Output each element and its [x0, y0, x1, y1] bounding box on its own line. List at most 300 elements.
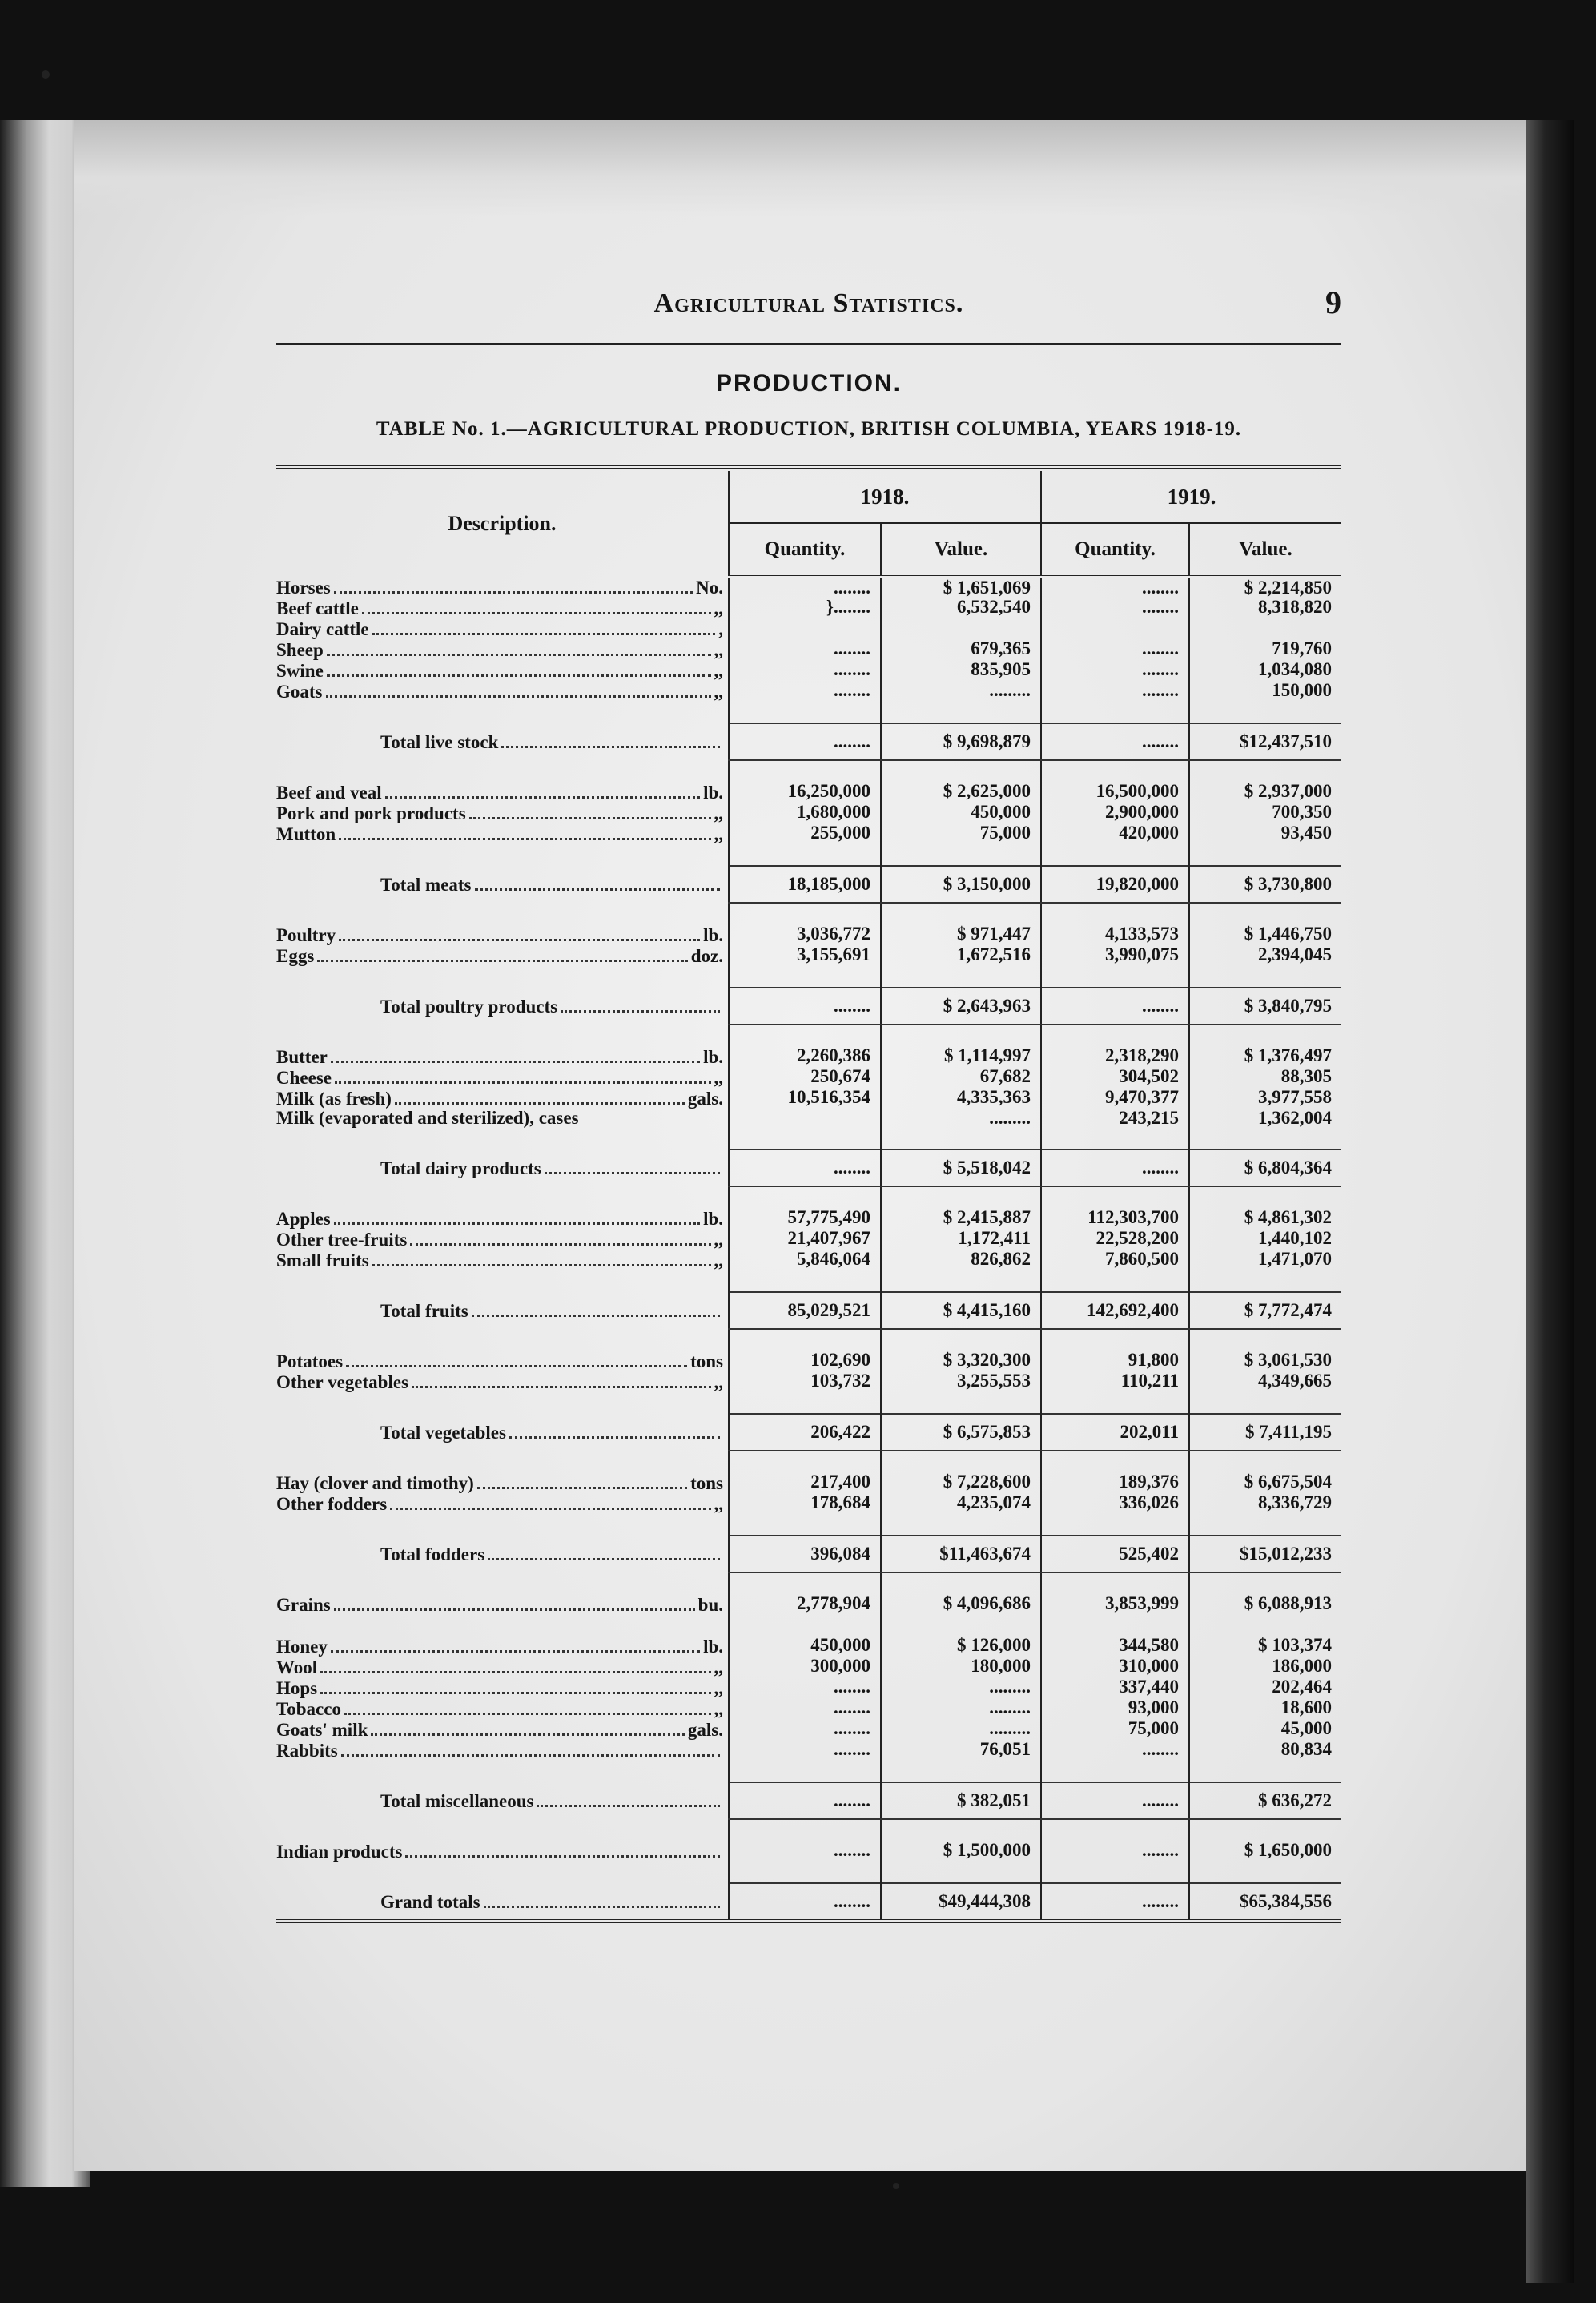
value-1919-cell: 1,362,004 [1189, 1109, 1341, 1128]
description-cell [276, 1698, 729, 1719]
value-1919-cell: 4,349,665 [1189, 1371, 1341, 1392]
spacer-cell [1041, 1761, 1189, 1782]
spacer-cell [1041, 1270, 1189, 1292]
quantity-1918-cell: ........ [729, 723, 881, 760]
spacer-cell [1189, 1514, 1341, 1536]
total-row [276, 1883, 1341, 1921]
table-body [276, 577, 1341, 1921]
column-header-1918: 1918. [729, 471, 1041, 523]
dot-leader [469, 803, 711, 819]
spacer-cell [729, 1514, 881, 1536]
value-1918-cell: $ 2,625,000 [881, 782, 1041, 803]
quantity-1919-cell: 336,026 [1041, 1493, 1189, 1514]
value-1919-cell: $ 1,650,000 [1189, 1841, 1341, 1862]
dot-leader [501, 731, 720, 748]
spacer-cell [881, 1392, 1041, 1414]
table-row [276, 1677, 1341, 1698]
quantity-1918-cell: 103,732 [729, 1371, 881, 1392]
spacer-cell [881, 966, 1041, 988]
spacer-cell [276, 966, 729, 988]
row-unit: ,, [714, 640, 723, 660]
dot-leader [344, 1698, 711, 1715]
value-1919-cell: $ 6,088,913 [1189, 1594, 1341, 1615]
quantity-1918-cell: }........ [729, 598, 881, 618]
row-label: Wool [276, 1657, 318, 1677]
spacer-cell [1041, 1572, 1189, 1594]
description-leader [276, 1493, 723, 1514]
spacer-cell [1041, 1862, 1189, 1883]
description-leader [276, 1109, 723, 1128]
quantity-1918-cell: 3,036,772 [729, 924, 881, 945]
book-spine [1526, 120, 1574, 2283]
spacer-cell [276, 1186, 729, 1208]
row-unit: tons [690, 1473, 723, 1493]
spacer-cell [276, 903, 729, 924]
quantity-1918-cell: 250,674 [729, 1067, 881, 1088]
spacer-cell [1189, 1451, 1341, 1472]
total-row [276, 1782, 1341, 1819]
spacer-row [276, 844, 1341, 866]
spacer-cell [276, 1128, 729, 1149]
dot-leader [545, 1158, 720, 1174]
value-1919-cell: 45,000 [1189, 1719, 1341, 1740]
spacer-cell [1041, 1392, 1189, 1414]
row-label: Milk (as fresh) [276, 1089, 392, 1109]
description-cell [276, 1594, 729, 1615]
dot-leader [412, 1371, 710, 1388]
spacer-cell [1189, 760, 1341, 782]
description-cell [276, 782, 729, 803]
description-cell [276, 1883, 729, 1921]
description-leader [276, 1657, 723, 1677]
quantity-1919-cell: ........ [1041, 1841, 1189, 1862]
spacer-cell [276, 1615, 729, 1636]
description-leader [276, 823, 723, 844]
value-1918-cell: 679,365 [881, 639, 1041, 660]
value-1918-cell: $ 3,150,000 [881, 866, 1041, 903]
table-row [276, 945, 1341, 966]
quantity-1919-cell: 112,303,700 [1041, 1208, 1189, 1229]
value-1919-cell: $ 636,272 [1189, 1782, 1341, 1819]
table-row [276, 1067, 1341, 1088]
spacer-cell [729, 1186, 881, 1208]
spacer-cell [729, 1615, 881, 1636]
row-label: Rabbits [276, 1741, 338, 1761]
row-unit: lb. [703, 1047, 723, 1067]
dot-leader [488, 1544, 720, 1560]
spacer-cell [1189, 966, 1341, 988]
spacer-cell [276, 844, 729, 866]
spacer-row [276, 1761, 1341, 1782]
spacer-cell [1041, 1128, 1189, 1149]
row-label: Eggs [276, 946, 315, 966]
value-1919-cell: $ 6,675,504 [1189, 1472, 1341, 1493]
spacer-cell [276, 1862, 729, 1883]
value-1918-cell: $ 4,415,160 [881, 1292, 1041, 1329]
table-row [276, 1229, 1341, 1250]
quantity-1919-cell: ........ [1041, 1883, 1189, 1921]
row-unit: lb. [703, 1637, 723, 1657]
running-head [276, 280, 1341, 328]
description-cell [276, 803, 729, 823]
description-cell [276, 1292, 729, 1329]
value-1918-cell: $ 5,518,042 [881, 1149, 1041, 1186]
spacer-cell [1189, 702, 1341, 723]
quantity-1919-cell: 91,800 [1041, 1351, 1189, 1371]
value-1919-cell: $ 3,730,800 [1189, 866, 1341, 903]
row-unit: tons [690, 1351, 723, 1371]
row-label: Total dairy products [380, 1158, 541, 1178]
description-cell [276, 1088, 729, 1109]
spacer-cell [1041, 844, 1189, 866]
table-row [276, 1740, 1341, 1761]
column-header-quantity-1918: Quantity. [729, 523, 881, 577]
spacer-cell [729, 1572, 881, 1594]
value-1918-cell: $ 1,500,000 [881, 1841, 1041, 1862]
description-cell [276, 681, 729, 702]
description-leader [276, 782, 723, 803]
value-1918-cell: $ 4,096,686 [881, 1594, 1041, 1615]
table-row [276, 660, 1341, 681]
dot-leader [371, 1719, 685, 1736]
quantity-1919-cell: ........ [1041, 1149, 1189, 1186]
value-1919-cell: $ 7,772,474 [1189, 1292, 1341, 1329]
spacer-cell [1041, 1186, 1189, 1208]
table-row [276, 1046, 1341, 1067]
value-1918-cell: $ 382,051 [881, 1782, 1041, 1819]
quantity-1919-cell: ........ [1041, 639, 1189, 660]
row-label: Mutton [276, 824, 336, 844]
quantity-1918-cell: ........ [729, 1740, 881, 1761]
quantity-1919-cell: 337,440 [1041, 1677, 1189, 1698]
quantity-1919-cell: ........ [1041, 1740, 1189, 1761]
description-leader [276, 1046, 723, 1067]
description-cell [276, 988, 729, 1025]
page-number: 9 [1325, 284, 1341, 320]
spacer-cell [1041, 1329, 1189, 1351]
value-1919-cell: $ 3,840,795 [1189, 988, 1341, 1025]
dot-leader [320, 1657, 710, 1673]
value-1919-cell: 18,600 [1189, 1698, 1341, 1719]
description-cell [276, 1351, 729, 1371]
dot-leader [372, 1250, 711, 1266]
spacer-cell [729, 1392, 881, 1414]
value-1919-cell: 93,450 [1189, 823, 1341, 844]
quantity-1918-cell: ........ [729, 1698, 881, 1719]
spacer-cell [881, 1186, 1041, 1208]
spacer-cell [276, 1451, 729, 1472]
value-1918-cell: $ 971,447 [881, 924, 1041, 945]
spacer-cell [881, 702, 1041, 723]
description-leader [276, 1594, 723, 1615]
quantity-1918-cell: 178,684 [729, 1493, 881, 1514]
spacer-cell [1041, 966, 1189, 988]
description-leader [276, 1208, 723, 1229]
description-leader [276, 1472, 723, 1493]
spacer-cell [276, 1270, 729, 1292]
quantity-1918-cell: 217,400 [729, 1472, 881, 1493]
quantity-1918-cell: 206,422 [729, 1414, 881, 1451]
row-label: Honey [276, 1637, 328, 1657]
row-unit: ,, [714, 1494, 723, 1514]
value-1918-cell: $11,463,674 [881, 1536, 1041, 1572]
quantity-1918-cell: 450,000 [729, 1636, 881, 1657]
description-cell [276, 1719, 729, 1740]
table-row [276, 1208, 1341, 1229]
description-cell [276, 866, 729, 903]
dot-leader [317, 945, 687, 962]
quantity-1919-cell: 19,820,000 [1041, 866, 1189, 903]
quantity-1918-cell: ........ [729, 681, 881, 702]
description-leader [276, 1740, 723, 1761]
total-row [276, 988, 1341, 1025]
description-cell [276, 577, 729, 598]
value-1918-cell: $ 1,651,069 [881, 577, 1041, 598]
description-leader [276, 996, 723, 1017]
quantity-1918-cell: 10,516,354 [729, 1088, 881, 1109]
description-cell [276, 1250, 729, 1270]
spacer-cell [729, 760, 881, 782]
dot-leader [327, 639, 711, 656]
dot-leader [326, 681, 711, 698]
quantity-1919-cell: 93,000 [1041, 1698, 1189, 1719]
value-1919-cell: 202,464 [1189, 1677, 1341, 1698]
spacer-cell [276, 1025, 729, 1046]
column-header-description: Description. [448, 512, 557, 535]
value-1919-cell: $ 7,411,195 [1189, 1414, 1341, 1451]
spacer-cell [276, 1392, 729, 1414]
table-row [276, 1594, 1341, 1615]
spacer-cell [881, 844, 1041, 866]
quantity-1919-cell [1041, 618, 1189, 639]
dot-leader [405, 1841, 720, 1858]
spacer-cell [1189, 1761, 1341, 1782]
description-leader [276, 1636, 723, 1657]
row-unit: ,, [714, 1699, 723, 1719]
quantity-1919-cell: 202,011 [1041, 1414, 1189, 1451]
quantity-1918-cell: ........ [729, 1841, 881, 1862]
value-1919-cell: 3,977,558 [1189, 1088, 1341, 1109]
description-cell [276, 618, 729, 639]
spacer-row [276, 1572, 1341, 1594]
description-cell [276, 1046, 729, 1067]
description-leader [276, 1250, 723, 1270]
value-1919-cell: $12,437,510 [1189, 723, 1341, 760]
description-leader [276, 598, 723, 618]
description-cell [276, 1636, 729, 1657]
quantity-1918-cell [729, 1109, 881, 1128]
description-cell [276, 823, 729, 844]
spacer-cell [729, 702, 881, 723]
spacer-cell [1041, 1025, 1189, 1046]
quantity-1919-cell: 3,990,075 [1041, 945, 1189, 966]
dot-leader [331, 1636, 700, 1653]
row-label: Milk (evaporated and sterilized), cases [276, 1109, 579, 1128]
spacer-cell [1041, 1819, 1189, 1841]
value-1919-cell: 2,394,045 [1189, 945, 1341, 966]
description-leader [276, 681, 723, 702]
total-row [276, 1414, 1341, 1451]
row-label: Poultry [276, 925, 336, 945]
value-1918-cell: $ 1,114,997 [881, 1046, 1041, 1067]
spacer-row [276, 1514, 1341, 1536]
description-cell [276, 1740, 729, 1761]
value-1919-cell: 8,336,729 [1189, 1493, 1341, 1514]
quantity-1919-cell: ........ [1041, 660, 1189, 681]
value-1919-cell [1189, 618, 1341, 639]
quantity-1918-cell: 255,000 [729, 823, 881, 844]
quantity-1918-cell: ........ [729, 639, 881, 660]
description-leader [276, 1351, 723, 1371]
description-cell [276, 1472, 729, 1493]
table-row [276, 598, 1341, 618]
quantity-1919-cell: ........ [1041, 681, 1189, 702]
spacer-cell [881, 1572, 1041, 1594]
table-row [276, 782, 1341, 803]
value-1918-cell: ......... [881, 681, 1041, 702]
spacer-cell [1189, 844, 1341, 866]
dot-leader [390, 1493, 710, 1510]
dot-leader [475, 874, 720, 891]
value-1918-cell: $ 2,643,963 [881, 988, 1041, 1025]
description-cell [276, 1841, 729, 1862]
description-leader [276, 1790, 723, 1811]
value-1919-cell: 1,440,102 [1189, 1229, 1341, 1250]
spacer-cell [1041, 1514, 1189, 1536]
spacer-cell [729, 1819, 881, 1841]
description-cell [276, 639, 729, 660]
table-row [276, 1636, 1341, 1657]
quantity-1919-cell: 75,000 [1041, 1719, 1189, 1740]
spacer-cell [276, 1761, 729, 1782]
spacer-row [276, 903, 1341, 924]
quantity-1918-cell: ........ [729, 1677, 881, 1698]
spacer-cell [881, 1025, 1041, 1046]
quantity-1919-cell: ........ [1041, 1782, 1189, 1819]
spacer-row [276, 966, 1341, 988]
row-label: Total fruits [380, 1301, 468, 1321]
row-unit: ,, [714, 1657, 723, 1677]
row-unit: bu. [697, 1595, 723, 1615]
row-unit: ,, [714, 598, 723, 618]
table-row [276, 681, 1341, 702]
dot-leader [410, 1229, 710, 1246]
description-leader [276, 874, 723, 895]
quantity-1918-cell: 2,260,386 [729, 1046, 881, 1067]
row-label: Goats [276, 682, 323, 702]
quantity-1918-cell: 85,029,521 [729, 1292, 881, 1329]
quantity-1918-cell: 102,690 [729, 1351, 881, 1371]
row-unit: ,, [714, 1230, 723, 1250]
table-row [276, 1371, 1341, 1392]
description-leader [276, 803, 723, 823]
spacer-row [276, 1186, 1341, 1208]
row-unit: , [718, 619, 723, 639]
dot-leader [537, 1790, 720, 1807]
quantity-1919-cell: 3,853,999 [1041, 1594, 1189, 1615]
quantity-1919-cell: 420,000 [1041, 823, 1189, 844]
spacer-row [276, 760, 1341, 782]
value-1918-cell: 6,532,540 [881, 598, 1041, 618]
total-row [276, 866, 1341, 903]
spacer-cell [881, 1270, 1041, 1292]
description-leader [276, 1841, 723, 1862]
spacer-cell [1189, 1615, 1341, 1636]
dot-leader [339, 924, 700, 941]
spacer-row [276, 1392, 1341, 1414]
value-1918-cell: 826,862 [881, 1250, 1041, 1270]
description-cell [276, 1067, 729, 1088]
row-label: Apples [276, 1209, 331, 1229]
spacer-cell [276, 1819, 729, 1841]
description-cell [276, 1414, 729, 1451]
description-cell [276, 1229, 729, 1250]
quantity-1918-cell: 57,775,490 [729, 1208, 881, 1229]
description-cell [276, 1782, 729, 1819]
value-1918-cell: $ 3,320,300 [881, 1351, 1041, 1371]
quantity-1919-cell: 4,133,573 [1041, 924, 1189, 945]
dot-leader [327, 660, 711, 677]
spacer-cell [729, 844, 881, 866]
table-row [276, 1719, 1341, 1740]
spacer-cell [1189, 1329, 1341, 1351]
description-cell [276, 1657, 729, 1677]
quantity-1919-cell: ........ [1041, 723, 1189, 760]
quantity-1918-cell: ........ [729, 577, 881, 598]
quantity-1919-cell: 9,470,377 [1041, 1088, 1189, 1109]
production-table [276, 465, 1341, 1923]
table-row [276, 924, 1341, 945]
quantity-1919-cell: 344,580 [1041, 1636, 1189, 1657]
value-1918-cell: ......... [881, 1109, 1041, 1128]
section-heading: PRODUCTION. [716, 370, 902, 397]
header-rule [276, 343, 1341, 345]
dot-leader [362, 598, 711, 614]
description-leader [276, 639, 723, 660]
value-1918-cell: 1,672,516 [881, 945, 1041, 966]
quantity-1918-cell: 16,250,000 [729, 782, 881, 803]
value-1918-cell: 1,172,411 [881, 1229, 1041, 1250]
row-label: Tobacco [276, 1699, 341, 1719]
quantity-1918-cell: 2,778,904 [729, 1594, 881, 1615]
spacer-row [276, 1615, 1341, 1636]
row-unit: lb. [703, 1209, 723, 1229]
quantity-1918-cell: 396,084 [729, 1536, 881, 1572]
table-row [276, 1109, 1341, 1128]
value-1919-cell: 700,350 [1189, 803, 1341, 823]
spacer-row [276, 1819, 1341, 1841]
value-1918-cell: 835,905 [881, 660, 1041, 681]
scan-speck [893, 2183, 899, 2189]
quantity-1919-cell: 2,900,000 [1041, 803, 1189, 823]
description-leader [276, 577, 723, 598]
dot-leader [372, 618, 716, 635]
spacer-cell [1041, 1615, 1189, 1636]
spacer-cell [276, 1572, 729, 1594]
row-unit: ,, [714, 1068, 723, 1088]
spacer-cell [1189, 1819, 1341, 1841]
row-label: Total vegetables [380, 1423, 506, 1443]
value-1919-cell: $ 2,937,000 [1189, 782, 1341, 803]
total-row [276, 1292, 1341, 1329]
spacer-cell [881, 1761, 1041, 1782]
total-row [276, 723, 1341, 760]
spacer-cell [881, 1615, 1041, 1636]
value-1918-cell: $49,444,308 [881, 1883, 1041, 1921]
total-row [276, 1536, 1341, 1572]
description-cell [276, 1677, 729, 1698]
value-1919-cell: 186,000 [1189, 1657, 1341, 1677]
